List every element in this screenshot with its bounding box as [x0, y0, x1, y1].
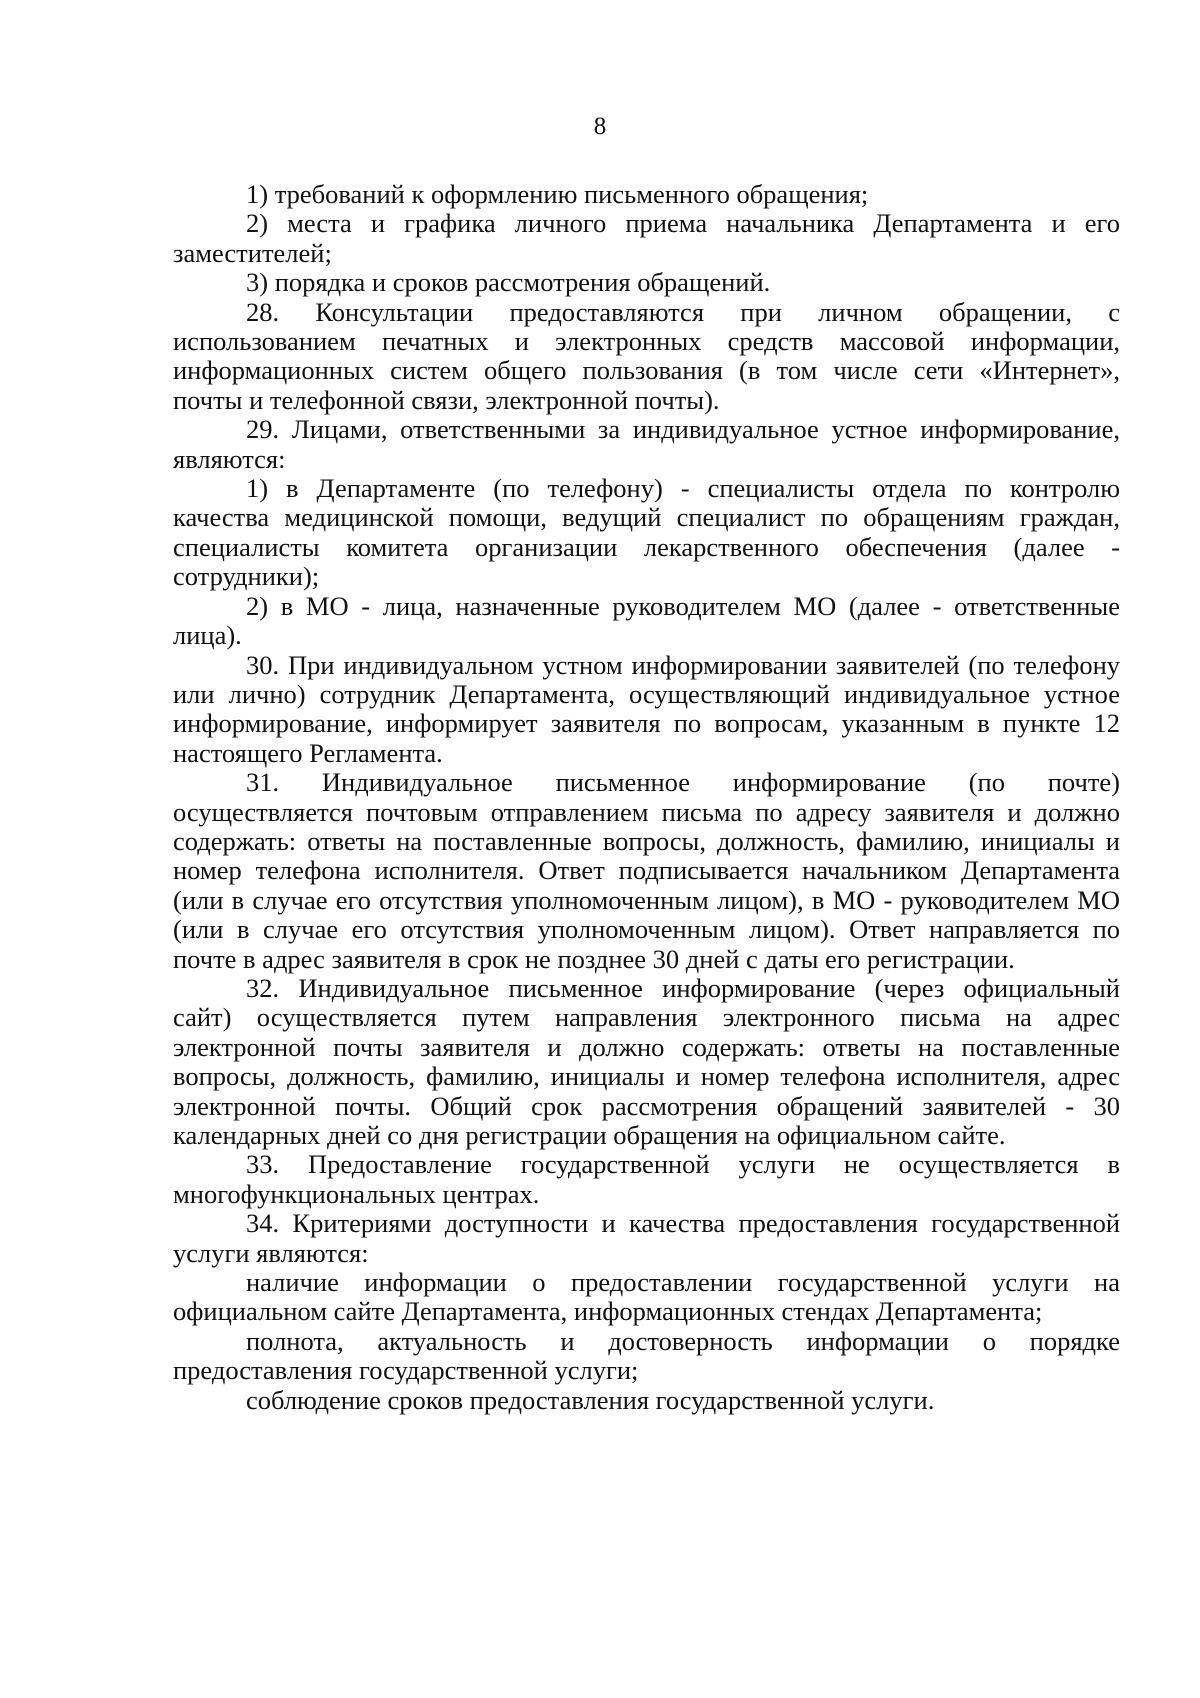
document-body: [173, 180, 1120, 1415]
paragraph-clause-28: 28. Консультации предоставляются при личном обращении, с использованием печатных и электронных средств массовой информации, информационных систем общего пользования (в том числе сети «Интернет», почты и телефонной связи, электронной почты).: [173, 296, 1120, 415]
page-number: 8: [593, 113, 607, 140]
paragraph-clause-33: 33. Предоставление государственной услуги не осуществляется в многофункциональных центрах.: [173, 1149, 1120, 1209]
paragraph-clause-29: 29. Лицами, ответственными за индивидуальное устное информирование, являются:: [173, 414, 1120, 474]
paragraph-clause-31: 31. Индивидуальное письменное информирование (по почте) осуществляется почтовым отправлением письма по адресу заявителя и должно содержать: ответы на поставленные вопросы, должность, фамилию, инициалы и номер телефона исполнителя. Ответ подписывается начальником Департамента (или в случае его отсутствия уполномоченным лицом), в МО - руководителем МО (или в случае его отсутствия уполномоченным лицом). Ответ направляется по почте в адрес заявителя в срок не позднее 30 дней с даты его регистрации.: [173, 767, 1120, 974]
paragraph-criterion-2: полнота, актуальность и достоверность информации о порядке предоставления государственной услуги;: [173, 1325, 1120, 1386]
paragraph-clause-30: 30. При индивидуальном устном информировании заявителей (по телефону или лично) сотрудник Департамента, осуществляющий индивидуальное устное информирование, информирует заявителя по вопросам, указанным в пункте 12 настоящего Регламента.: [173, 649, 1120, 768]
paragraph-list-item-2: 2) места и графика личного приема начальника Департамента и его заместителей;: [173, 208, 1120, 268]
paragraph-clause-29-item-1: 1) в Департаменте (по телефону) - специалисты отдела по контролю качества медицинской помощи, ведущий специалист по обращениям граждан, специалисты комитета организации лекарственного обеспечения (далее - сотрудники);: [173, 473, 1120, 592]
paragraph-clause-29-item-2: 2) в МО - лица, назначенные руководителем МО (далее - ответственные лица).: [173, 590, 1120, 651]
paragraph-criterion-1: наличие информации о предоставлении государственной услуги на официальном сайте Департамента, информационных стендах Департамента;: [173, 1267, 1120, 1327]
paragraph-clause-34: 34. Критериями доступности и качества предоставления государственной услуги являются:: [173, 1208, 1120, 1268]
paragraph-list-item-1: 1) требований к оформлению письменного обращения;: [246, 179, 869, 209]
paragraph-criterion-3: соблюдение сроков предоставления государственной услуги.: [246, 1384, 935, 1415]
paragraph-list-item-3: 3) порядка и сроков рассмотрения обращений.: [246, 267, 771, 298]
paragraph-clause-32: 32. Индивидуальное письменное информирование (через официальный сайт) осуществляется путем направления электронного письма на адрес электронной почты заявителя и должно содержать: ответы на поставленные вопросы, должность, фамилию, инициалы и номер телефона исполнителя, адрес электронной почты. Общий срок рассмотрения обращений заявителей - 30 календарных дней со дня регистрации обращения на официальном сайте.: [173, 972, 1120, 1150]
